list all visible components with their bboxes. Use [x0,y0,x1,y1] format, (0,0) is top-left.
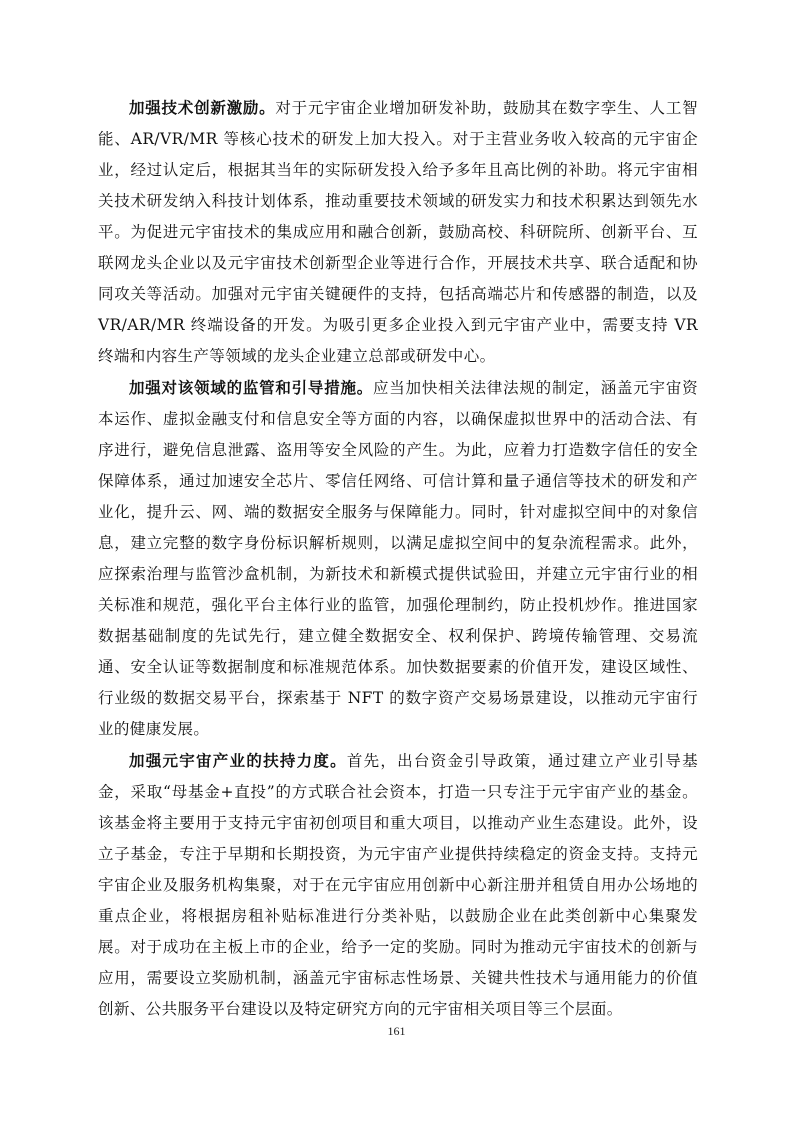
paragraph-body: 对于元宇宙企业增加研发补助，鼓励其在数字孪生、人工智能、AR/VR/MR 等核心技术的研发上加大投入。对于主营业务收入较高的元宇宙企业，经过认定后，根据其当年的实际研发投入给予多年且高比例的补助。将元宇宙相关技术研发纳入科技计划体系，推动重要技术领域的研发实力和技术积累达到领先水平。为促进元宇宙技术的集成应用和融合创新，鼓励高校、科研院所、创新平台、互联网龙头企业以及元宇宙技术创新型企业等进行合作，开展技术共享、联合适配和协同攻关等活动。加强对元宇宙关键硬件的支持，包括高端芯片和传感器的制造，以及 VR/AR/MR 终端设备的开发。为吸引更多企业投入到元宇宙产业中，需要支持 VR 终端和内容生产等领域的龙头企业建立总部或研发中心。 [98,99,698,365]
paragraph-body: 应当加快相关法律法规的制定，涵盖元宇宙资本运作、虚拟金融支付和信息安全等方面的内容，以确保虚拟世界中的活动合法、有序进行，避免信息泄露、盗用等安全风险的产生。为此，应着力打造数字信任的安全保障体系，通过加速安全芯片、零信任网络、可信计算和量子通信等技术的研发和产业化，提升云、网、端的数据安全服务与保障能力。同时，针对虚拟空间中的对象信息，建立完整的数字身份标识解析规则，以满足虚拟空间中的复杂流程需求。此外，应探索治理与监管沙盒机制，为新技术和新模式提供试验田，并建立元宇宙行业的相关标准和规范，强化平台主体行业的监管，加强伦理制约，防止投机炒作。推进国家数据基础制度的先试先行，建立健全数据安全、权利保护、跨境传输管理、交易流通、安全认证等数据制度和标准规范体系。加快数据要素的价值开发，建设区域性、行业级的数据交易平台，探索基于 NFT 的数字资产交易场景建设，以推动元宇宙行业的健康发展。 [98,379,698,738]
paragraph-heading: 加强技术创新激励。 [129,98,276,117]
paragraph-regulation [98,372,698,745]
page-number: 161 [387,1024,406,1038]
paragraph-heading: 加强元宇宙产业的扶持力度。 [129,751,347,770]
paragraph-industry-support [98,745,698,1025]
paragraph-body: 首先，出台资金引导政策，通过建立产业引导基金，采取“母基金+直投”的方式联合社会资本，打造一只专注于元宇宙产业的基金。该基金将主要用于支持元宇宙初创项目和重大项目，以推动产业生态建设。此外，设立子基金，专注于早期和长期投资，为元宇宙产业提供持续稳定的资金支持。支持元宇宙企业及服务机构集聚，对于在元宇宙应用创新中心新注册并租赁自用办公场地的重点企业，将根据房租补贴标准进行分类补贴，以鼓励企业在此类创新中心集聚发展。对于成功在主板上市的企业，给予一定的奖励。同时为推动元宇宙技术的创新与应用，需要设立奖励机制，涵盖元宇宙标志性场景、关键共性技术与通用能力的价值创新、公共服务平台建设以及特定研究方向的元宇宙相关项目等三个层面。 [98,752,698,1018]
body-text [98,92,698,1025]
paragraph-tech-innovation [98,92,698,372]
paragraph-heading: 加强对该领域的监管和引导措施。 [129,378,374,397]
